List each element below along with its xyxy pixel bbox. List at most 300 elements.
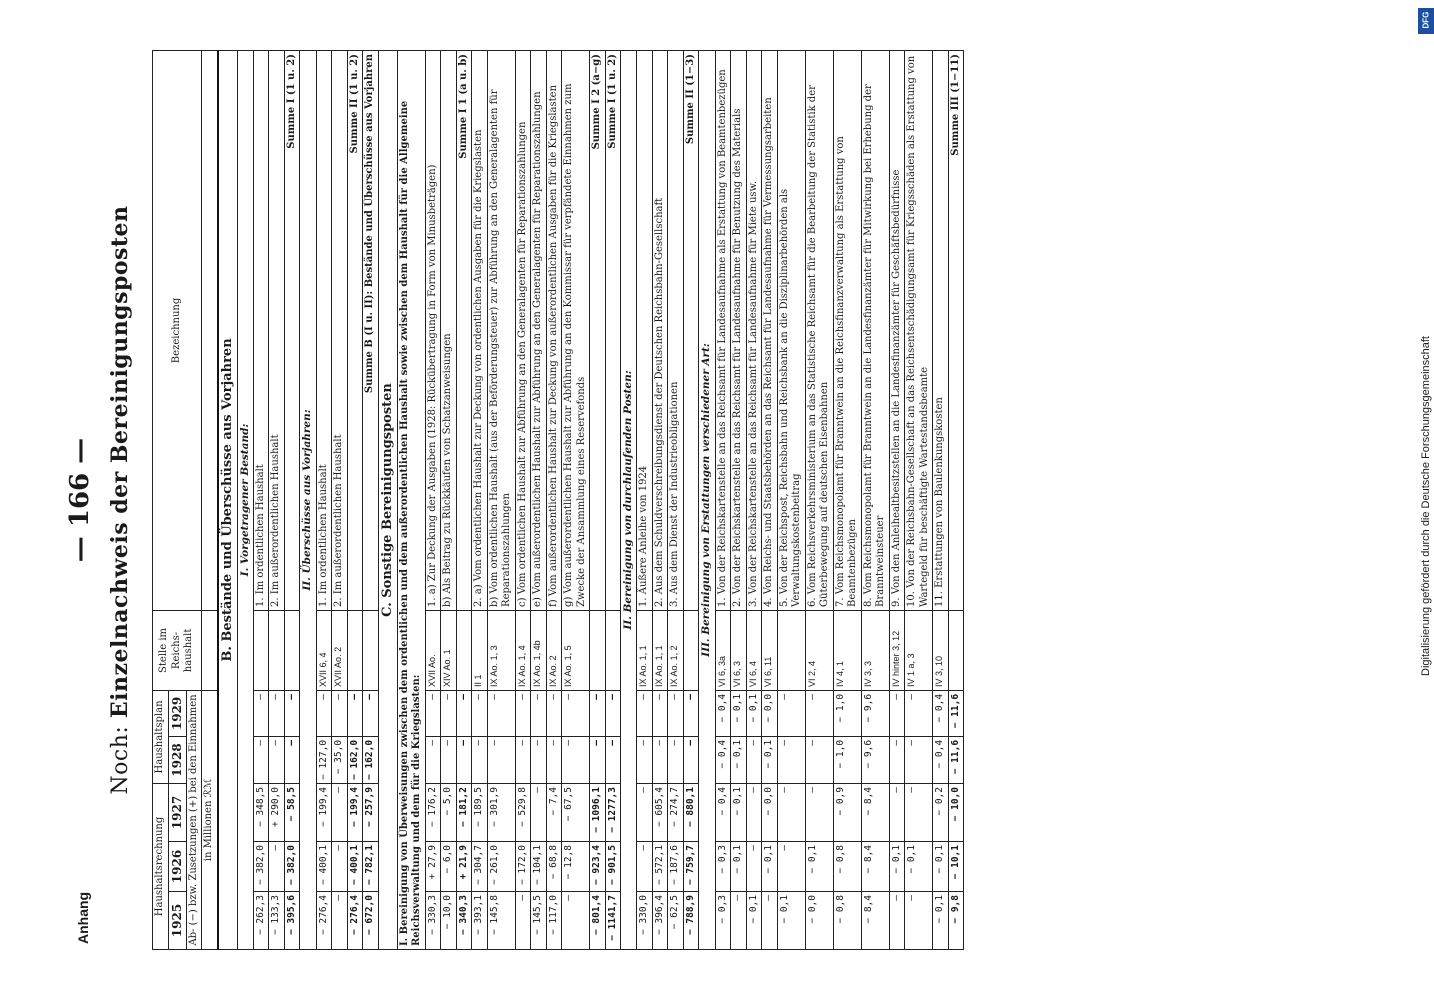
bereinigung-table xyxy=(152,50,964,950)
value-1925: − 117,0 xyxy=(546,892,562,950)
value-1925: − 330,3 xyxy=(425,892,441,950)
bezeichnung-text: 10. Von der Reichsbahn-Gesellschaft an das Reichsentschädigungsamt für Kriegsschäden als Erstattung von Wartegeld für beschäftigte Wartestandsbeamte xyxy=(905,51,933,611)
value-1926: − 172,0 xyxy=(515,842,531,892)
stelle-ref: IV hinter 3, 12 xyxy=(889,610,905,690)
value-1929: − 0,4 xyxy=(715,690,731,736)
bezeichnung-text: 9. Von den Anleihealtbesitzstellen an die Landesfinanzämter für Geschäftsbedürfnisse xyxy=(889,51,905,611)
value-1927: − 189,5 xyxy=(472,784,488,842)
bezeichnung-text: 1. Im ordentlichen Haushalt xyxy=(253,51,269,611)
value-1928: — xyxy=(284,736,300,783)
value-1926: − 104,1 xyxy=(531,842,547,892)
table-row xyxy=(668,51,684,950)
stelle-ref xyxy=(269,610,285,690)
table-row xyxy=(590,51,606,950)
value-1928: — xyxy=(905,736,933,783)
value-1929: — xyxy=(347,690,363,736)
stelle-ref: IX Ao. 1, 4b xyxy=(531,610,547,690)
value-1926: − 400,1 xyxy=(347,842,363,892)
value-1928: — xyxy=(441,736,457,783)
value-1927: − 176,2 xyxy=(425,784,441,842)
section-b-sub2: II. Überschüsse aus Vorjahren: xyxy=(300,51,316,950)
table-row xyxy=(425,51,441,950)
bezeichnung-text: Summe B (I u. II): Bestände und Überschüsse aus Vorjahren xyxy=(363,51,379,611)
bezeichnung-text: 7. Vom Reichsmonopolamt für Branntwein an die Reichsfinanzverwaltung als Erstattung von Beamtenbezügen xyxy=(833,51,861,611)
value-1929: — xyxy=(363,690,379,736)
rotated-page xyxy=(47,20,1387,980)
value-1928: − 0,1 xyxy=(762,736,778,783)
stelle-ref: IX Ao. 1, 2 xyxy=(668,610,684,690)
value-1928: — xyxy=(487,736,515,783)
value-1928: − 0,4 xyxy=(715,736,731,783)
section-c-intro: I. Bereinigung von Überweisungen zwischen dem ordentlichen und dem außerordentlichen Haushalt sowie zwischen dem Haushalt für die Allgemeine Reichsverwaltung und dem für die Kriegslasten: xyxy=(397,51,425,950)
table-row xyxy=(683,51,699,950)
value-1929: — xyxy=(456,690,472,736)
value-1927: − 529,8 xyxy=(515,784,531,842)
value-1927: — xyxy=(805,784,833,842)
value-1927: − 257,9 xyxy=(363,784,379,842)
value-1927: — xyxy=(531,784,547,842)
header-bezeichnung: Bezeichnung xyxy=(153,51,202,611)
bezeichnung-text: Summe I (1 u. 2) xyxy=(284,51,300,611)
stelle-ref: II 1 xyxy=(472,610,488,690)
stelle-ref: IV 3, 10 xyxy=(933,610,949,690)
value-1925: − 396,4 xyxy=(652,892,668,950)
value-1929: — xyxy=(316,690,332,736)
value-1928: — xyxy=(889,736,905,783)
table-row xyxy=(347,51,363,950)
bezeichnung-text: Summe II (1−3) xyxy=(683,51,699,611)
value-1925: − 0,0 xyxy=(805,892,833,950)
bezeichnung-text: b) Vom ordentlichen Haushalt (aus der Beförderungsteuer) zur Abführung an den Generalagenten für Reparationszahlungen xyxy=(487,51,515,611)
value-1927: − 10,0 xyxy=(948,784,964,842)
value-1927: − 605,4 xyxy=(652,784,668,842)
value-1927: − 5,0 xyxy=(441,784,457,842)
bezeichnung-text: Summe I 2 (a−g) xyxy=(590,51,606,611)
value-1928: — xyxy=(425,736,441,783)
value-1925: − 62,5 xyxy=(668,892,684,950)
stelle-ref: IV 3, 3 xyxy=(861,610,889,690)
value-1925: − 0,3 xyxy=(715,892,731,950)
stelle-ref: VI 6, 3 xyxy=(731,610,747,690)
value-1927: − 348,5 xyxy=(253,784,269,842)
value-1926: − 400,1 xyxy=(316,842,332,892)
year-1928: 1928 xyxy=(168,736,186,783)
table-row xyxy=(487,51,515,950)
header-rechnung: Haushaltsrechnung xyxy=(153,784,169,950)
value-1929: − 0,1 xyxy=(746,690,762,736)
value-1925: − 393,1 xyxy=(472,892,488,950)
value-1925: — xyxy=(562,892,590,950)
bezeichnung-text: 2. Von der Reichskartenstelle an das Reichsamt für Landesaufnahme für Benutzung des Materials xyxy=(731,51,747,611)
value-1927: — xyxy=(746,784,762,842)
stelle-ref: IX Ao. 2 xyxy=(546,610,562,690)
table-row xyxy=(531,51,547,950)
value-1929: — xyxy=(562,690,590,736)
value-1926: − 0,8 xyxy=(833,842,861,892)
table-row xyxy=(948,51,964,950)
value-1927: − 0,4 xyxy=(715,784,731,842)
bezeichnung-text: 2. Aus dem Schuldverschreibungsdienst der Deutschen Reichsbahn-Gesellschaft xyxy=(652,51,668,611)
digitization-sidebar xyxy=(1418,0,1434,1000)
value-1928: — xyxy=(472,736,488,783)
header-change-label: Ab- (−) bzw. Zusetzungen (+) bei den Einnahmen xyxy=(186,690,202,949)
value-1925: — xyxy=(332,892,348,950)
section-c-sub2: II. Bereinigung von durchlaufenden Posten: xyxy=(621,51,637,950)
value-1926: − 382,0 xyxy=(284,842,300,892)
bezeichnung-text: 4. Von Reichs- und Staatsbehörden an das Reichsamt für Landesaufnahme für Vermessungsarbeiten xyxy=(762,51,778,611)
value-1929: — xyxy=(284,690,300,736)
header-unit: in Millionen ℛℳ xyxy=(202,690,218,949)
stelle-ref xyxy=(253,610,269,690)
value-1926: − 0,3 xyxy=(715,842,731,892)
section-c-title: C. Sonstige Bereinigungsposten xyxy=(378,51,397,950)
value-1928: − 0,1 xyxy=(731,736,747,783)
value-1928: — xyxy=(683,736,699,783)
value-1929: − 0,4 xyxy=(933,690,949,736)
bezeichnung-text: 2. a) Vom ordentlichen Haushalt zur Deckung von ordentlichen Ausgaben für die Kriegslasten xyxy=(472,51,488,611)
stelle-ref: IX Ao. 1, 5 xyxy=(562,610,590,690)
bezeichnung-text: 5. Von der Reichspost, Reichsbahn und Reichsbank an die Disziplinarbehörden als Verwaltungskostenbeitrag xyxy=(777,51,805,611)
value-1927: − 181,2 xyxy=(456,784,472,842)
value-1925: — xyxy=(905,892,933,950)
value-1925: − 9,8 xyxy=(948,892,964,950)
value-1927: − 199,4 xyxy=(316,784,332,842)
table-row xyxy=(762,51,778,950)
value-1926: — xyxy=(269,842,285,892)
value-1926: − 187,6 xyxy=(668,842,684,892)
value-1929: — xyxy=(253,690,269,736)
value-1928: − 127,0 xyxy=(316,736,332,783)
value-1927: − 1277,3 xyxy=(605,784,621,842)
value-1925: − 10,0 xyxy=(441,892,457,950)
heading-main: Einzelnachweis der Bereinigungsposten xyxy=(107,205,133,719)
table-row xyxy=(833,51,861,950)
bezeichnung-text: 1. Von der Reichskartenstelle an das Reichsamt für Landesaufnahme als Erstattung von Beamtenbezügen xyxy=(715,51,731,611)
stelle-ref: XIV Ao. 1 xyxy=(441,610,457,690)
value-1925: − 145,5 xyxy=(531,892,547,950)
value-1929: — xyxy=(487,690,515,736)
bezeichnung-text: Summe I 1 (a u. b) xyxy=(456,51,472,611)
value-1929: — xyxy=(472,690,488,736)
table-row xyxy=(652,51,668,950)
value-1928: − 1,0 xyxy=(833,736,861,783)
table-row xyxy=(472,51,488,950)
table-row xyxy=(805,51,833,950)
value-1927: − 880,1 xyxy=(683,784,699,842)
value-1927: − 0,1 xyxy=(731,784,747,842)
value-1929: — xyxy=(637,690,653,736)
value-1929: — xyxy=(425,690,441,736)
stelle-ref: IX Ao. 1, 1 xyxy=(652,610,668,690)
dfg-logo: DFG xyxy=(1418,8,1434,34)
stelle-ref: VI 2, 4 xyxy=(805,610,833,690)
value-1929: − 11,6 xyxy=(948,690,964,736)
value-1929: — xyxy=(777,690,805,736)
bezeichnung-text: 11. Erstattungen von Baulenkungskosten xyxy=(933,51,949,611)
value-1927: − 301,9 xyxy=(487,784,515,842)
stelle-ref xyxy=(605,610,621,690)
value-1929: — xyxy=(546,690,562,736)
value-1926: − 901,5 xyxy=(605,842,621,892)
value-1929: − 0,1 xyxy=(731,690,747,736)
value-1925: − 340,3 xyxy=(456,892,472,950)
value-1927: − 0,9 xyxy=(833,784,861,842)
table-row xyxy=(456,51,472,950)
bezeichnung-text: Summe III (1−11) xyxy=(948,51,964,611)
bezeichnung-text: Summe II (1 u. 2) xyxy=(347,51,363,611)
section-b-title: B. Bestände und Überschüsse aus Vorjahren xyxy=(218,51,238,950)
value-1926: − 382,0 xyxy=(253,842,269,892)
stelle-ref xyxy=(683,610,699,690)
bezeichnung-text: 1. Äußere Anleihe von 1924 xyxy=(637,51,653,611)
value-1928: — xyxy=(652,736,668,783)
value-1925: − 276,4 xyxy=(316,892,332,950)
value-1928: − 11,6 xyxy=(948,736,964,783)
value-1926: − 8,4 xyxy=(861,842,889,892)
table-row xyxy=(933,51,949,950)
value-1928: — xyxy=(668,736,684,783)
value-1926: — xyxy=(332,842,348,892)
value-1926: − 0,1 xyxy=(731,842,747,892)
stelle-ref: XVII 6, 4 xyxy=(316,610,332,690)
bezeichnung-text: Summe I (1 u. 2) xyxy=(605,51,621,611)
bezeichnung-text: 3. Von der Reichskartenstelle an das Reichsamt für Landesaufnahme für Miete usw. xyxy=(746,51,762,611)
bezeichnung-text: 1. Im ordentlichen Haushalt xyxy=(316,51,332,611)
value-1929: — xyxy=(805,690,833,736)
value-1928: − 162,0 xyxy=(363,736,379,783)
value-1925: − 133,3 xyxy=(269,892,285,950)
value-1926: − 6,0 xyxy=(441,842,457,892)
table-row xyxy=(515,51,531,950)
value-1927: − 274,7 xyxy=(668,784,684,842)
bezeichnung-text: c) Vom ordentlichen Haushalt zur Abführung an den Generalagenten für Reparationszahlungen xyxy=(515,51,531,611)
value-1929: — xyxy=(683,690,699,736)
bezeichnung-text: 2. Im außerordentlichen Haushalt xyxy=(269,51,285,611)
stelle-ref: IV 1 a, 3 xyxy=(905,610,933,690)
stelle-ref xyxy=(284,610,300,690)
value-1928: — xyxy=(746,736,762,783)
value-1927: − 1096,1 xyxy=(590,784,606,842)
table-row xyxy=(441,51,457,950)
page-title xyxy=(107,20,133,980)
value-1925: − 801,4 xyxy=(590,892,606,950)
value-1925: — xyxy=(762,892,778,950)
stelle-ref: IX Ao. 1, 3 xyxy=(487,610,515,690)
section-b-sub1: I. Vorgetragener Bestand: xyxy=(237,51,253,950)
value-1926: − 261,0 xyxy=(487,842,515,892)
stelle-ref: VI 6, 4 xyxy=(746,610,762,690)
value-1928: — xyxy=(456,736,472,783)
value-1926: — xyxy=(637,842,653,892)
table-row xyxy=(861,51,889,950)
value-1925: − 262,3 xyxy=(253,892,269,950)
value-1927: − 7,4 xyxy=(546,784,562,842)
stelle-ref: XVII Ao. xyxy=(425,610,441,690)
value-1927: — xyxy=(332,784,348,842)
value-1928: − 0,4 xyxy=(933,736,949,783)
value-1929: — xyxy=(531,690,547,736)
value-1929: − 1,0 xyxy=(833,690,861,736)
value-1925: − 0,1 xyxy=(933,892,949,950)
value-1929: — xyxy=(668,690,684,736)
year-1929: 1929 xyxy=(168,690,186,736)
section-c-sub3: III. Bereinigung von Erstattungen verschiedener Art: xyxy=(699,51,715,950)
table-row xyxy=(889,51,905,950)
bezeichnung-text: 1. a) Zur Deckung der Ausgaben (1928: Rückübertragung in Form von Minusbeträgen) xyxy=(425,51,441,611)
value-1925: − 0,1 xyxy=(746,892,762,950)
value-1927: − 58,5 xyxy=(284,784,300,842)
value-1925: − 276,4 xyxy=(347,892,363,950)
value-1928: — xyxy=(269,736,285,783)
value-1929: — xyxy=(515,690,531,736)
value-1928: — xyxy=(562,736,590,783)
value-1926: − 0,1 xyxy=(805,842,833,892)
value-1925: — xyxy=(889,892,905,950)
table-row xyxy=(731,51,747,950)
bezeichnung-text: e) Vom außerordentlichen Haushalt zur Abführung an den Generalagenten für Reparationszahlungen xyxy=(531,51,547,611)
value-1926: − 68,8 xyxy=(546,842,562,892)
value-1928: — xyxy=(253,736,269,783)
value-1927: — xyxy=(637,784,653,842)
digitization-credit: Digitalisierung gefördert durch die Deutsche Forschungsgemeinschaft xyxy=(1420,336,1432,676)
table-row xyxy=(637,51,653,950)
value-1925: − 8,4 xyxy=(861,892,889,950)
bezeichnung-text: 2. Im außerordentlichen Haushalt xyxy=(332,51,348,611)
heading-prefix: Noch: xyxy=(108,725,133,795)
value-1928: − 162,0 xyxy=(347,736,363,783)
table-row xyxy=(284,51,300,950)
value-1928: — xyxy=(777,736,805,783)
year-1927: 1927 xyxy=(168,784,186,842)
table-row xyxy=(562,51,590,950)
value-1929: — xyxy=(605,690,621,736)
table-row xyxy=(269,51,285,950)
bezeichnung-text: 6. Vom Reichsverkehrsministerium an das Statistische Reichsamt für die Bearbeitung der Statistik der Güterbewegung auf deutschen Eisenbahnen xyxy=(805,51,833,611)
value-1925: − 145,8 xyxy=(487,892,515,950)
page-number: — 166 — xyxy=(65,437,95,563)
table-row xyxy=(332,51,348,950)
value-1925: − 672,0 xyxy=(363,892,379,950)
stelle-ref: IX Ao. 1, 4 xyxy=(515,610,531,690)
value-1929: — xyxy=(652,690,668,736)
value-1928: — xyxy=(590,736,606,783)
value-1925: − 0,1 xyxy=(777,892,805,950)
value-1928: — xyxy=(605,736,621,783)
value-1925: − 1141,7 xyxy=(605,892,621,950)
value-1927: — xyxy=(777,784,805,842)
value-1929: — xyxy=(269,690,285,736)
value-1927: − 199,4 xyxy=(347,784,363,842)
value-1926: − 0,1 xyxy=(933,842,949,892)
value-1926: − 572,1 xyxy=(652,842,668,892)
stelle-ref: VI 6, 3a xyxy=(715,610,731,690)
value-1928: — xyxy=(515,736,531,783)
value-1926: + 21,9 xyxy=(456,842,472,892)
value-1929: — xyxy=(441,690,457,736)
value-1925: — xyxy=(515,892,531,950)
value-1927: − 8,4 xyxy=(861,784,889,842)
stelle-ref: IX Ao. 1, 1 xyxy=(637,610,653,690)
value-1929: — xyxy=(590,690,606,736)
stelle-ref: XVII Ao. 2 xyxy=(332,610,348,690)
stelle-ref: IV 4, 1 xyxy=(833,610,861,690)
value-1926: − 10,1 xyxy=(948,842,964,892)
value-1928: — xyxy=(531,736,547,783)
value-1927: − 67,5 xyxy=(562,784,590,842)
table-row xyxy=(363,51,379,950)
value-1926: − 923,4 xyxy=(590,842,606,892)
stelle-ref xyxy=(363,610,379,690)
stelle-ref: VI 6, 11 xyxy=(762,610,778,690)
header-stelle: Stelle im Reichs-haushalt xyxy=(153,610,202,690)
stelle-ref xyxy=(456,610,472,690)
year-1926: 1926 xyxy=(168,842,186,892)
bezeichnung-text: g) Vom außerordentlichen Haushalt zur Abführung an den Kommissar für verpfändete Einnahmen zum Zwecke der Ansammlung eines Reservefonds xyxy=(562,51,590,611)
value-1926: − 0,1 xyxy=(762,842,778,892)
value-1926: − 12,8 xyxy=(562,842,590,892)
header-plan: Haushaltsplan xyxy=(153,690,169,783)
value-1927: + 290,0 xyxy=(269,784,285,842)
bezeichnung-text: 3. Aus dem Dienst der Industrieobligationen xyxy=(668,51,684,611)
value-1925: − 330,0 xyxy=(637,892,653,950)
value-1925: — xyxy=(731,892,747,950)
bezeichnung-text: b) Als Beitrag zu Rückkäufen von Schatzanweisungen xyxy=(441,51,457,611)
table-row xyxy=(746,51,762,950)
value-1926: − 0,1 xyxy=(905,842,933,892)
table-row xyxy=(253,51,269,950)
value-1926: − 0,1 xyxy=(889,842,905,892)
stelle-ref xyxy=(347,610,363,690)
value-1926: + 27,9 xyxy=(425,842,441,892)
value-1929: — xyxy=(889,690,905,736)
value-1929: − 9,6 xyxy=(861,690,889,736)
value-1927: — xyxy=(889,784,905,842)
value-1926: − 782,1 xyxy=(363,842,379,892)
value-1927: − 0,2 xyxy=(933,784,949,842)
value-1928: — xyxy=(805,736,833,783)
value-1926: — xyxy=(746,842,762,892)
value-1928: − 35,0 xyxy=(332,736,348,783)
table-row xyxy=(905,51,933,950)
table-row xyxy=(546,51,562,950)
value-1926: − 304,7 xyxy=(472,842,488,892)
stelle-ref xyxy=(590,610,606,690)
value-1929: — xyxy=(332,690,348,736)
value-1927: − 0,0 xyxy=(762,784,778,842)
table-row xyxy=(715,51,731,950)
value-1926: − 759,7 xyxy=(683,842,699,892)
value-1925: − 0,8 xyxy=(833,892,861,950)
value-1927: — xyxy=(905,784,933,842)
value-1928: — xyxy=(546,736,562,783)
year-1925: 1925 xyxy=(168,892,186,950)
value-1925: − 395,6 xyxy=(284,892,300,950)
value-1928: — xyxy=(637,736,653,783)
running-head: Anhang xyxy=(75,891,91,944)
bezeichnung-text: f) Vom außerordentlichen Haushalt zur Deckung von außerordentlichen Ausgaben für die Kriegslasten xyxy=(546,51,562,611)
table-row xyxy=(316,51,332,950)
value-1926: — xyxy=(777,842,805,892)
value-1925: − 788,9 xyxy=(683,892,699,950)
value-1929: − 0,0 xyxy=(762,690,778,736)
stelle-ref xyxy=(777,610,805,690)
bezeichnung-text: 8. Vom Reichsmonopolamt für Branntwein an die Landesfinanzämter für Mitwirkung bei Erhebung der Branntweinsteuer xyxy=(861,51,889,611)
table-row xyxy=(777,51,805,950)
table-row xyxy=(605,51,621,950)
stelle-ref xyxy=(948,610,964,690)
value-1928: − 9,6 xyxy=(861,736,889,783)
value-1929: — xyxy=(905,690,933,736)
